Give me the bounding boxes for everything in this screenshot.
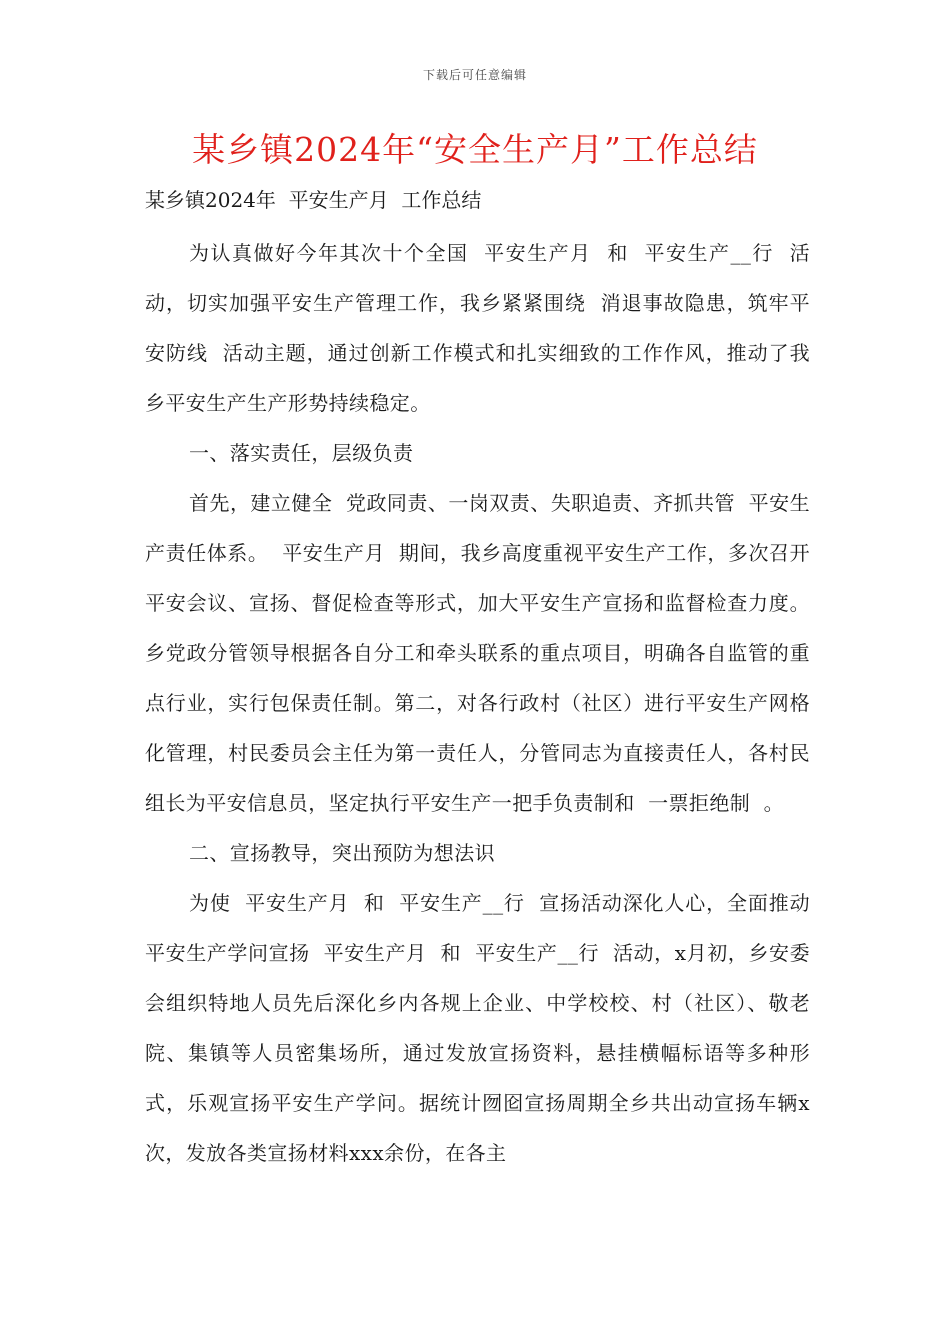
section-heading-1: 一、落实责任，层级负责 xyxy=(189,441,414,465)
paragraph-intro: 为认真做好今年其次十个全国 平安生产月 和 平安生产__行 活动，切实加强平安生产管理工作，我乡紧紧围绕 消退事故隐患，筑牢平安防线 活动主题，通过创新工作模式和扎实细致的工作作风，推动了我乡平安生产生产形势持续稳定。 xyxy=(145,241,810,415)
document-subtitle: 某乡镇2024年 平安生产月 工作总结 xyxy=(145,188,482,212)
paragraph-section-2: 为使 平安生产月 和 平安生产__行 宣扬活动深化人心，全面推动平安生产学问宣扬 平安生产月 和 平安生产__行 活动，x月初，乡安委会组织特地人员先后深化乡内各规上企业、中学校校、村（社区）、敬老院、集镇等人员密集场所，通过发放宣扬资料，悬挂横幅标语等多种形式，乐观宣扬平安生产学问。据统计囫囵宣扬周期全乡共出动宣扬车辆x次，发放各类宣扬材料xxx余份，在各主 xyxy=(145,891,810,1165)
section-heading-2: 二、宣扬教导，突出预防为想法识 xyxy=(189,841,495,865)
paragraph-section-1: 首先，建立健全 党政同责、一岗双责、失职追责、齐抓共管 平安生产责任体系。 平安生产月 期间，我乡高度重视平安生产工作，多次召开平安会议、宣扬、督促检查等形式，加大平安生产宣扬和监督检查力度。乡党政分管领导根据各自分工和牵头联系的重点项目，明确各自监管的重点行业，实行包保责任制。第二，对各行政村（社区）进行平安生产网格化管理，村民委员会主任为第一责任人，分管同志为直接责任人，各村民组长为平安信息员，坚定执行平安生产一把手负责制和 一票拒绝制 。 xyxy=(145,491,810,815)
page-header-note: 下载后可任意编辑 xyxy=(422,68,527,82)
document-title: 某乡镇2024年“安全生产月”工作总结 xyxy=(192,130,758,169)
document-body xyxy=(145,228,810,1178)
